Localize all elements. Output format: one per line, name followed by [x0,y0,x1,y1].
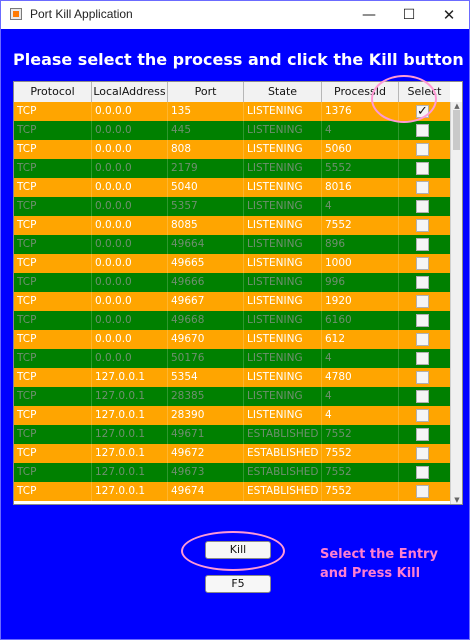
table-body [14,102,450,505]
select-checkbox[interactable] [416,352,429,365]
cell-localaddress: 0.0.0.0 [92,235,168,254]
table-row[interactable] [14,482,450,501]
cell-processid: 4 [322,349,399,368]
select-checkbox[interactable] [416,428,429,441]
cell-select [399,254,450,273]
cell-select [399,235,450,254]
table-row[interactable] [14,425,450,444]
cell-port: 49670 [168,330,244,349]
cell-select [399,330,450,349]
cell-processid: 5552 [322,159,399,178]
cell-localaddress: 127.0.0.1 [92,482,168,501]
cell-processid: 4780 [322,368,399,387]
table-row[interactable] [14,140,450,159]
cell-port: 5040 [168,178,244,197]
minimize-button[interactable]: — [362,7,376,23]
kill-button[interactable]: Kill [205,541,271,559]
cell-localaddress: 0.0.0.0 [92,140,168,159]
select-checkbox[interactable] [416,181,429,194]
cell-select [399,349,450,368]
select-checkbox[interactable] [416,371,429,384]
cell-protocol: TCP [14,482,92,501]
cell-port: 445 [168,121,244,140]
cell-protocol: TCP [14,387,92,406]
table-row[interactable] [14,330,450,349]
column-header-select[interactable]: Select [407,85,442,98]
cell-select [399,368,450,387]
cell-protocol: TCP [14,254,92,273]
cell-port: 49672 [168,444,244,463]
cell-processid: 1000 [322,254,399,273]
cell-processid: 7552 [322,444,399,463]
cell-select [399,463,450,482]
cell-protocol: TCP [14,330,92,349]
column-header-protocol[interactable]: Protocol [14,82,92,102]
cell-localaddress: 0.0.0.0 [92,273,168,292]
cell-state: LISTENING [244,368,322,387]
table-row[interactable] [14,463,450,482]
table-row[interactable] [14,121,450,140]
table-row[interactable] [14,159,450,178]
cell-port: 28390 [168,406,244,425]
cell-select [399,292,450,311]
table-row[interactable] [14,368,450,387]
window-title: Port Kill Application [30,7,133,21]
cell-select [399,273,450,292]
cell-state: LISTENING [244,102,322,121]
cell-select [399,140,450,159]
cell-select [399,159,450,178]
cell-localaddress: 0.0.0.0 [92,197,168,216]
cell-protocol: TCP [14,216,92,235]
table-row[interactable] [14,273,450,292]
cell-state: LISTENING [244,159,322,178]
cell-protocol: TCP [14,463,92,482]
cell-port: 5354 [168,368,244,387]
cell-state: LISTENING [244,292,322,311]
cell-protocol: TCP [14,159,92,178]
select-checkbox[interactable] [416,257,429,270]
cell-port: 49665 [168,254,244,273]
scroll-down-icon[interactable]: ▼ [454,496,460,504]
cell-processid: 8016 [322,178,399,197]
cell-state: LISTENING [244,387,322,406]
maximize-button[interactable]: ☐ [402,7,416,23]
cell-state: LISTENING [244,311,322,330]
cell-localaddress: 0.0.0.0 [92,216,168,235]
cell-localaddress: 0.0.0.0 [92,178,168,197]
cell-port: 49671 [168,425,244,444]
cell-state: LISTENING [244,349,322,368]
cell-state: LISTENING [244,197,322,216]
cell-processid: 4 [322,197,399,216]
cell-protocol: TCP [14,425,92,444]
table-row[interactable] [14,197,450,216]
cell-processid: 7552 [322,463,399,482]
cell-state: LISTENING [244,254,322,273]
cell-localaddress: 127.0.0.1 [92,444,168,463]
cell-protocol: TCP [14,292,92,311]
table-row[interactable] [14,406,450,425]
cell-select [399,121,450,140]
cell-state: ESTABLISHED [244,482,322,501]
cell-protocol: TCP [14,368,92,387]
cell-processid: 7552 [322,482,399,501]
cell-protocol: TCP [14,235,92,254]
cell-protocol: TCP [14,311,92,330]
scroll-up-icon[interactable]: ▲ [454,102,460,110]
table-row[interactable] [14,292,450,311]
cell-select [399,178,450,197]
cell-state: ESTABLISHED [244,463,322,482]
cell-localaddress: 127.0.0.1 [92,463,168,482]
table-row[interactable] [14,216,450,235]
select-checkbox[interactable] [416,162,429,175]
cell-port: 49668 [168,311,244,330]
cell-localaddress: 127.0.0.1 [92,387,168,406]
cell-localaddress: 0.0.0.0 [92,292,168,311]
cell-port: 49674 [168,482,244,501]
cell-state: LISTENING [244,330,322,349]
cell-state: LISTENING [244,178,322,197]
table-row[interactable] [14,349,450,368]
select-annotation-circle [371,75,437,123]
column-header-port[interactable]: Port [168,82,244,102]
cell-select [399,482,450,501]
page-heading: Please select the process and click the Kill button [13,50,464,69]
cell-state: LISTENING [244,216,322,235]
cell-localaddress: 127.0.0.1 [92,406,168,425]
cell-localaddress: 0.0.0.0 [92,330,168,349]
table-row[interactable] [14,311,450,330]
select-checkbox[interactable] [416,200,429,213]
cell-processid: 612 [322,330,399,349]
cell-processid: 4 [322,121,399,140]
table-row[interactable] [14,254,450,273]
table-row[interactable] [14,387,450,406]
select-checkbox[interactable] [416,409,429,422]
select-checkbox[interactable] [416,314,429,327]
cell-protocol: TCP [14,178,92,197]
cell-protocol: TCP [14,273,92,292]
select-checkbox[interactable] [416,219,429,232]
cell-port: 2179 [168,159,244,178]
instruction-hint: Select the Entry and Press Kill [320,547,438,581]
table-row[interactable] [14,444,450,463]
cell-port: 49664 [168,235,244,254]
cell-select [399,444,450,463]
cell-localaddress: 127.0.0.1 [92,425,168,444]
vertical-scrollbar[interactable] [450,102,462,504]
cell-select [399,425,450,444]
cell-protocol: TCP [14,197,92,216]
cell-processid: 896 [322,235,399,254]
cell-processid: 1376 [322,102,399,121]
select-checkbox[interactable] [416,333,429,346]
cell-processid: 4 [322,387,399,406]
cell-select [399,216,450,235]
cell-select [399,406,450,425]
cell-select [399,197,450,216]
select-checkbox[interactable] [416,238,429,251]
close-button[interactable]: ✕ [442,6,456,24]
select-checkbox[interactable] [416,276,429,289]
select-checkbox[interactable] [416,295,429,308]
cell-processid: 6160 [322,311,399,330]
title-bar [1,1,469,29]
column-header-processid[interactable]: ProcessId [322,82,399,102]
cell-port: 50176 [168,349,244,368]
cell-processid: 1920 [322,292,399,311]
process-table [13,81,463,505]
column-header-localaddress[interactable]: LocalAddress [92,82,168,102]
cell-protocol: TCP [14,349,92,368]
table-row[interactable] [14,178,450,197]
cell-processid: 7552 [322,425,399,444]
cell-protocol: TCP [14,406,92,425]
cell-localaddress: 0.0.0.0 [92,254,168,273]
cell-state: LISTENING [244,121,322,140]
cell-select [399,387,450,406]
cell-localaddress: 0.0.0.0 [92,102,168,121]
cell-port: 28385 [168,387,244,406]
select-checkbox[interactable] [416,447,429,460]
cell-state: ESTABLISHED [244,444,322,463]
refresh-button[interactable]: F5 [205,575,271,593]
select-checkbox[interactable] [416,124,429,137]
cell-processid: 4 [322,406,399,425]
cell-port: 49667 [168,292,244,311]
cell-port: 8085 [168,216,244,235]
cell-port: 49666 [168,273,244,292]
select-checkbox[interactable] [416,143,429,156]
cell-port: 5357 [168,197,244,216]
cell-processid: 996 [322,273,399,292]
select-checkbox[interactable] [416,485,429,498]
select-checkbox[interactable] [416,390,429,403]
cell-protocol: TCP [14,444,92,463]
cell-state: LISTENING [244,235,322,254]
cell-port: 808 [168,140,244,159]
cell-localaddress: 0.0.0.0 [92,349,168,368]
cell-localaddress: 0.0.0.0 [92,311,168,330]
app-icon [10,8,22,20]
table-row[interactable] [14,235,450,254]
cell-state: LISTENING [244,140,322,159]
cell-localaddress: 0.0.0.0 [92,159,168,178]
cell-state: LISTENING [244,406,322,425]
cell-processid: 7552 [322,216,399,235]
cell-protocol: TCP [14,121,92,140]
cell-localaddress: 0.0.0.0 [92,121,168,140]
cell-port: 135 [168,102,244,121]
scroll-thumb[interactable] [453,110,460,150]
cell-localaddress: 127.0.0.1 [92,368,168,387]
cell-port: 49673 [168,463,244,482]
cell-protocol: TCP [14,102,92,121]
cell-processid: 5060 [322,140,399,159]
column-header-state[interactable]: State [244,82,322,102]
select-checkbox[interactable] [416,466,429,479]
cell-select [399,311,450,330]
cell-state: LISTENING [244,273,322,292]
cell-state: ESTABLISHED [244,425,322,444]
cell-protocol: TCP [14,140,92,159]
